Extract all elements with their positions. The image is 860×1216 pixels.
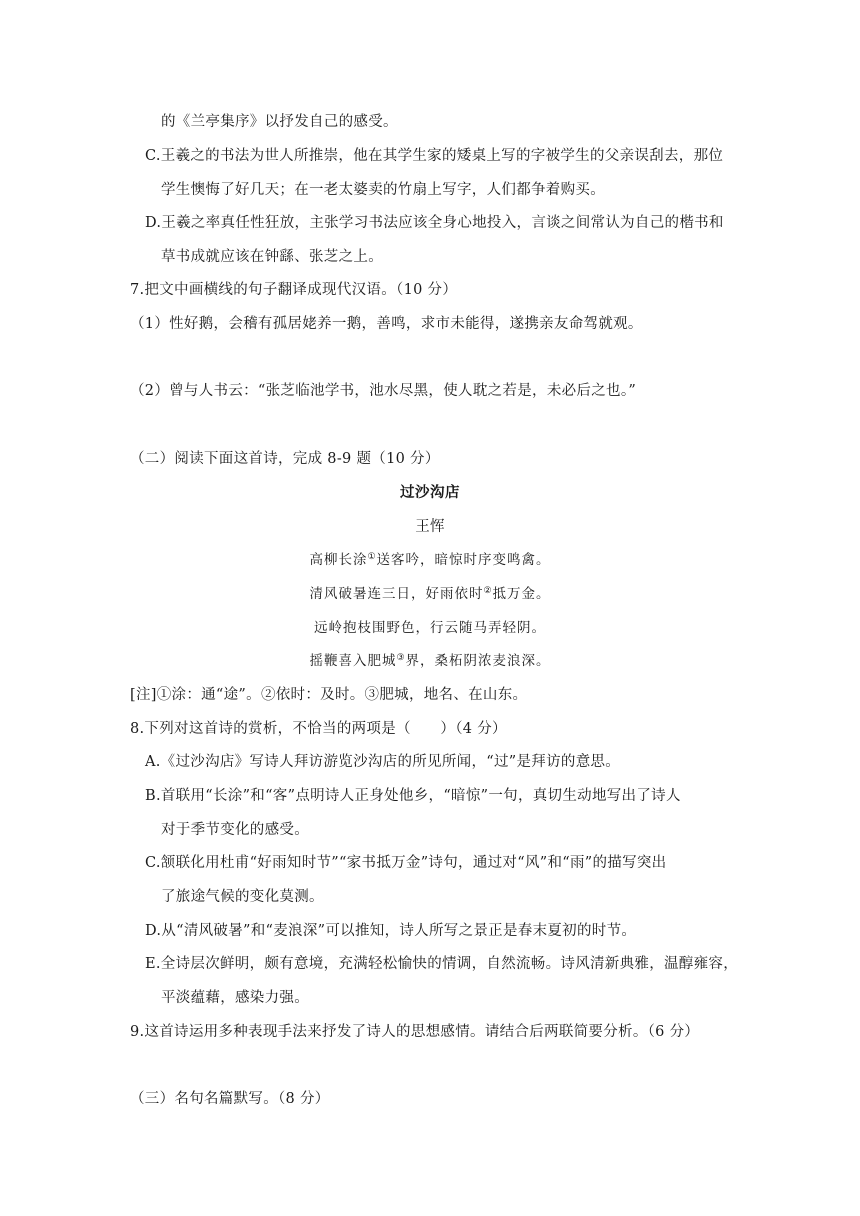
poem-line-4: 摇鞭喜入肥城③界，桑柘阴浓麦浪深。 [309,653,551,669]
option-c-line1-q8: C.颔联化用杜甫“好雨知时节”“家书抵万金”诗句，通过对“风”和“雨”的描写突出 [145,855,667,871]
question-7-sentence-1: （1）性好鹅，会稽有孤居姥养一鹅，善鸣，求市未能得，遂携亲友命驾就观。 [130,316,643,332]
option-a: A.《过沙沟店》写诗人拜访游览沙沟店的所见所闻，“过”是拜访的意思。 [145,754,621,770]
question-8-heading: 8.下列对这首诗的赏析，不恰当的两项是（ ）（4 分） [130,721,507,737]
poem-line-3: 远岭抱枝围野色，行云随马弄轻阴。 [314,620,546,636]
question-9-heading: 9.这首诗运用多种表现手法来抒发了诗人的思想感情。请结合后两联简要分析。（6 分） [130,1024,700,1040]
footnote-marker-3: ③ [396,653,406,663]
option-e-line1: E.全诗层次鲜明，颇有意境，充满轻松愉快的情调，自然流畅。诗风清新典雅，温醇雍容， [145,956,738,972]
option-d-line1: D.王羲之率真任性狂放，主张学习书法应该全身心地投入，言谈之间常认为自己的楷书和 [145,215,724,231]
option-e-line2: 平淡蕴藉，感染力强。 [161,990,309,1006]
option-c-line2: 学生懊悔了好几天；在一老太婆卖的竹扇上写字，人们都争着购买。 [161,182,605,198]
footnote-marker-2: ② [483,586,493,596]
poem-notes: [注]①涂：通“途”。②依时：及时。③肥城，地名、在山东。 [130,687,528,703]
poem-line-1: 高柳长涂①送客吟，暗惊时序变鸣禽。 [309,552,551,568]
question-7-sentence-2: （2）曾与人书云：“张芝临池学书，池水尽黑，使人耽之若是，未必后之也。” [130,383,637,399]
poem-line-2: 清风破暑连三日，好雨依时②抵万金。 [309,586,551,602]
question-7-heading: 7.把文中画横线的句子翻译成现代汉语。（10 分） [130,282,458,298]
poem-title: 过沙沟店 [400,484,460,501]
option-c-line2-q8: 了旅途气候的变化莫测。 [161,889,324,905]
option-d-line2: 草书成就应该在钟繇、张芝之上。 [161,249,383,265]
option-b-continuation: 的《兰亭集序》以抒发自己的感受。 [161,114,398,130]
footnote-marker-1: ① [367,552,377,562]
option-c-line1: C.王羲之的书法为世人所推崇，他在其学生家的矮桌上写的字被学生的父亲误刮去，那位 [145,148,724,164]
option-b-line1: B.首联用“长涂”和“客”点明诗人正身处他乡，“暗惊”一句，真切生动地写出了诗人 [145,788,681,804]
option-d-q8: D.从“清风破暑”和“麦浪深”可以推知，诗人所写之景正是春末夏初的时节。 [145,923,637,939]
section-2-heading: （二）阅读下面这首诗，完成 8-9 题（10 分） [130,451,440,467]
poem-author: 王恽 [415,519,445,535]
option-b-line2: 对于季节变化的感受。 [161,822,309,838]
section-3-heading: （三）名句名篇默写。（8 分） [130,1091,330,1107]
